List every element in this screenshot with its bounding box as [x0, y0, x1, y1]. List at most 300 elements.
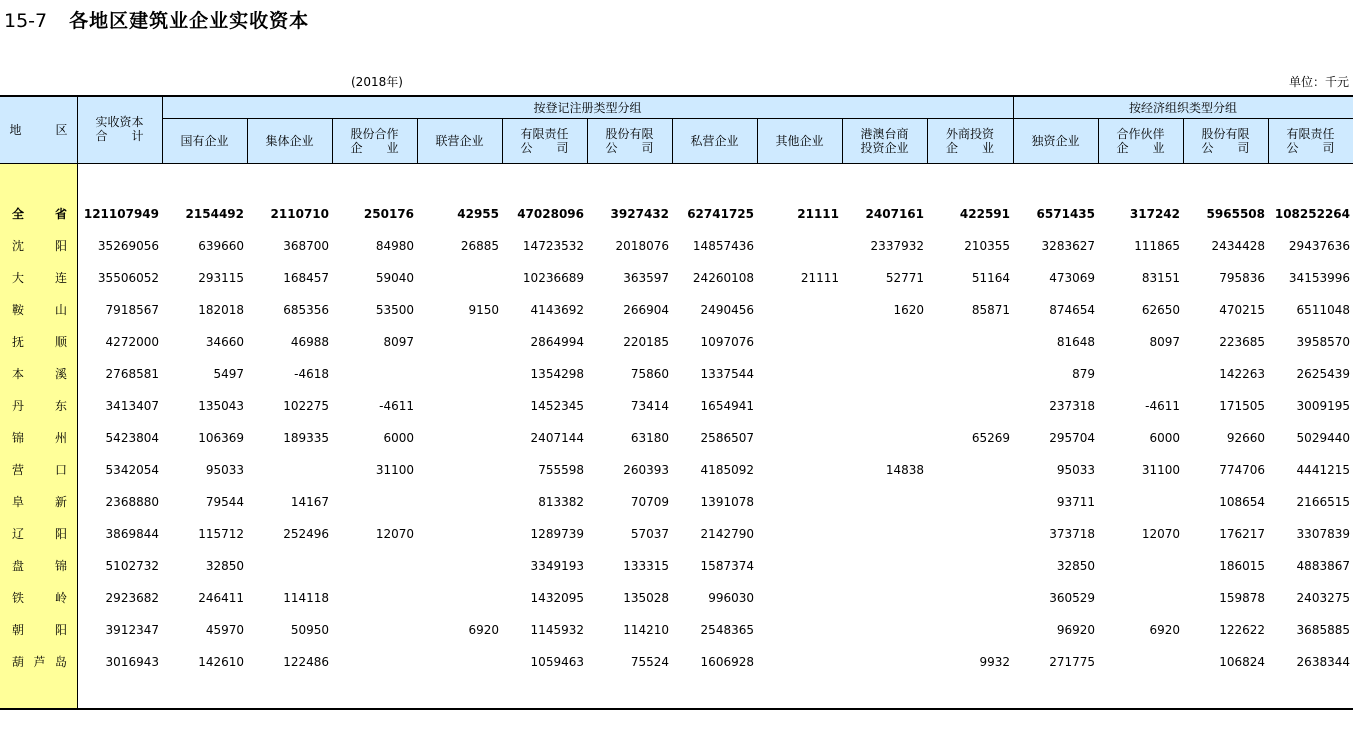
- table-cell: 2864994: [530, 335, 584, 349]
- table-cell: [332, 619, 414, 641]
- header-total: [77, 96, 162, 161]
- table-cell: [842, 331, 924, 353]
- table-cell: [842, 587, 924, 609]
- table-cell: 2110710: [270, 207, 329, 221]
- table-cell: [927, 555, 1010, 577]
- region-char: 朝: [12, 623, 25, 637]
- table-cell: 317242: [1129, 207, 1180, 221]
- header-column: [502, 119, 587, 163]
- table-cell: 9150: [468, 303, 499, 317]
- table-cell: 250176: [363, 207, 414, 221]
- header-column: [417, 119, 502, 163]
- table-cell: [757, 651, 839, 673]
- table-cell: 85871: [971, 303, 1010, 317]
- table-cell: 1337544: [700, 367, 754, 381]
- table-cell: 4883867: [1296, 559, 1350, 573]
- table-cell: 2434428: [1211, 239, 1265, 253]
- table-cell: 3927432: [610, 207, 669, 221]
- header-text: 地: [9, 122, 22, 137]
- table-cell: 3009195: [1296, 399, 1350, 413]
- region-name: [12, 331, 67, 353]
- table-cell: 363597: [623, 271, 669, 285]
- table-cell: 32850: [205, 559, 244, 573]
- header-text: 公 司: [1201, 141, 1250, 155]
- header-text: 其他企业: [775, 134, 824, 148]
- region-char: 省: [54, 207, 67, 221]
- header-text: 公 司: [605, 141, 654, 155]
- table-cell: [927, 395, 1010, 417]
- table-cell: 2407144: [530, 431, 584, 445]
- header-text: 有限责任: [520, 127, 569, 141]
- table-cell: 368700: [283, 239, 329, 253]
- region-char: 口: [54, 463, 67, 477]
- table-cell: [417, 555, 499, 577]
- table-cell: 2154492: [185, 207, 244, 221]
- table-cell: -4611: [1145, 399, 1180, 413]
- table-cell: 84980: [375, 239, 414, 253]
- table-cell: 47028096: [517, 207, 584, 221]
- table-cell: [927, 459, 1010, 481]
- table-cell: 5423804: [105, 431, 159, 445]
- table-cell: 106824: [1219, 655, 1265, 669]
- table-cell: 1097076: [700, 335, 754, 349]
- header-column: [927, 119, 1013, 163]
- region-name: [12, 203, 67, 225]
- table-cell: 31100: [375, 463, 414, 477]
- table-cell: 271775: [1049, 655, 1095, 669]
- table-row: [0, 299, 1353, 321]
- table-cell: 6511048: [1296, 303, 1350, 317]
- table-cell: [842, 491, 924, 513]
- table-row: [0, 651, 1353, 673]
- table-cell: 35269056: [97, 239, 159, 253]
- header-column: [672, 119, 757, 163]
- table-cell: 293115: [198, 271, 244, 285]
- table-cell: [417, 651, 499, 673]
- header-text: 企 业: [350, 141, 399, 155]
- table-cell: 10236689: [522, 271, 584, 285]
- region-char: 抚: [12, 335, 25, 349]
- table-cell: 32850: [1056, 559, 1095, 573]
- table-cell: 4143692: [530, 303, 584, 317]
- table-cell: 3685885: [1296, 623, 1350, 637]
- header-text: 实收资本: [95, 114, 144, 129]
- table-row: [0, 523, 1353, 545]
- table-row: [0, 587, 1353, 609]
- table-cell: [757, 235, 839, 257]
- table-cell: [842, 523, 924, 545]
- table-cell: 108654: [1219, 495, 1265, 509]
- region-name: [12, 491, 67, 513]
- table-cell: [1098, 651, 1180, 673]
- table-cell: 95033: [1056, 463, 1095, 477]
- table-cell: [417, 459, 499, 481]
- table-cell: 4185092: [700, 463, 754, 477]
- table-cell: 106369: [198, 431, 244, 445]
- table-cell: 4441215: [1296, 463, 1350, 477]
- table-cell: [757, 523, 839, 545]
- table-cell: 9932: [979, 655, 1010, 669]
- table-cell: 14167: [290, 495, 329, 509]
- region-name: [12, 267, 67, 289]
- table-cell: [757, 491, 839, 513]
- table-cell: 114118: [283, 591, 329, 605]
- table-cell: [757, 363, 839, 385]
- table-cell: 122622: [1219, 623, 1265, 637]
- region-char: 溪: [54, 367, 67, 381]
- table-cell: 189335: [283, 431, 329, 445]
- table-cell: [757, 395, 839, 417]
- region-char: 葫: [12, 655, 25, 669]
- table-row: [0, 555, 1353, 577]
- header-text: 集体企业: [265, 134, 314, 148]
- table-cell: 2142790: [700, 527, 754, 541]
- header-bottom-rule: [0, 163, 1353, 164]
- table-cell: 6920: [468, 623, 499, 637]
- header-text: 港澳台商: [860, 127, 909, 141]
- table-cell: 63180: [630, 431, 669, 445]
- region-char: 丹: [12, 399, 25, 413]
- table-cell: 237318: [1049, 399, 1095, 413]
- region-name: [12, 523, 67, 545]
- table-cell: 14857436: [692, 239, 754, 253]
- region-char: 沈: [12, 239, 25, 253]
- table-cell: 3349193: [530, 559, 584, 573]
- table-cell: 182018: [198, 303, 244, 317]
- table-cell: 73414: [630, 399, 669, 413]
- table-cell: [757, 331, 839, 353]
- region-name: [12, 395, 67, 417]
- table-cell: 75860: [630, 367, 669, 381]
- region-name: [12, 651, 67, 673]
- header-text: 独资企业: [1031, 134, 1080, 148]
- table-cell: 159878: [1219, 591, 1265, 605]
- region-name: [12, 555, 67, 577]
- table-cell: 51164: [971, 271, 1010, 285]
- header-column: [247, 119, 332, 163]
- table-cell: 2407161: [865, 207, 924, 221]
- table-cell: [332, 587, 414, 609]
- table-cell: 142263: [1219, 367, 1265, 381]
- table-cell: [757, 427, 839, 449]
- header-text: 私营企业: [690, 134, 739, 148]
- table-cell: 31100: [1141, 463, 1180, 477]
- table-cell: 5497: [213, 367, 244, 381]
- table-cell: 14723532: [522, 239, 584, 253]
- header-column: [1013, 119, 1098, 163]
- table-cell: 45970: [205, 623, 244, 637]
- table-cell: 83151: [1141, 271, 1180, 285]
- table-cell: 2548365: [700, 623, 754, 637]
- region-name: [12, 619, 67, 641]
- table-cell: 95033: [205, 463, 244, 477]
- region-char: 大: [12, 271, 25, 285]
- header-column: [162, 119, 247, 163]
- table-cell: [842, 651, 924, 673]
- table-cell: 996030: [708, 591, 754, 605]
- table-cell: [927, 491, 1010, 513]
- region-char: 阜: [12, 495, 25, 509]
- region-char: 铁: [12, 591, 25, 605]
- header-text: 合作伙伴: [1116, 127, 1165, 141]
- region-char: 连: [54, 271, 67, 285]
- table-cell: 3307839: [1296, 527, 1350, 541]
- table-row: [0, 427, 1353, 449]
- table-cell: [1098, 363, 1180, 385]
- region-char: 鞍: [12, 303, 25, 317]
- header-text: 外商投资: [945, 127, 994, 141]
- table-cell: 3413407: [105, 399, 159, 413]
- table-cell: 52771: [885, 271, 924, 285]
- table-cell: 29437636: [1288, 239, 1350, 253]
- region-char: 全: [12, 207, 25, 221]
- table-cell: [417, 523, 499, 545]
- table-cell: 1145932: [530, 623, 584, 637]
- table-cell: [842, 363, 924, 385]
- table-cell: [247, 459, 329, 481]
- region-char: 芦: [33, 655, 46, 669]
- table-cell: 1289739: [530, 527, 584, 541]
- table-cell: 639660: [198, 239, 244, 253]
- table-cell: 115712: [198, 527, 244, 541]
- table-cell: 774706: [1219, 463, 1265, 477]
- table-cell: 26885: [460, 239, 499, 253]
- table-cell: 62650: [1141, 303, 1180, 317]
- table-cell: 81648: [1056, 335, 1095, 349]
- table-cell: 685356: [283, 303, 329, 317]
- table-cell: 5102732: [105, 559, 159, 573]
- table-cell: 2490456: [700, 303, 754, 317]
- table-row: [0, 619, 1353, 641]
- region-char: 阳: [54, 239, 67, 253]
- table-cell: 133315: [623, 559, 669, 573]
- table-cell: 2923682: [105, 591, 159, 605]
- table-cell: [417, 267, 499, 289]
- table-cell: 24260108: [692, 271, 754, 285]
- table-cell: 108252264: [1274, 207, 1350, 221]
- table-row: [0, 363, 1353, 385]
- header-column: [757, 119, 842, 163]
- table-cell: 1620: [893, 303, 924, 317]
- table-cell: 813382: [538, 495, 584, 509]
- table-cell: -4611: [379, 399, 414, 413]
- region-char: 东: [54, 399, 67, 413]
- year-label: (2018年): [351, 75, 403, 89]
- table-cell: 57037: [630, 527, 669, 541]
- region-char: 岛: [54, 655, 67, 669]
- table-cell: 59040: [375, 271, 414, 285]
- table-cell: 135028: [623, 591, 669, 605]
- header-text: 股份有限: [1201, 127, 1250, 141]
- table-cell: 2368880: [105, 495, 159, 509]
- region-char: 本: [12, 367, 25, 381]
- table-row: [0, 459, 1353, 481]
- header-text: 投资企业: [860, 141, 909, 155]
- table-cell: 7918567: [105, 303, 159, 317]
- table-cell: [417, 395, 499, 417]
- table-cell: 8097: [1149, 335, 1180, 349]
- header-column: [1268, 119, 1353, 163]
- table-row: [0, 331, 1353, 353]
- header-text: 股份有限: [605, 127, 654, 141]
- header-text: 企 业: [945, 141, 994, 155]
- table-cell: 1587374: [700, 559, 754, 573]
- table-cell: [1098, 491, 1180, 513]
- table-cell: 2337932: [870, 239, 924, 253]
- header-column: [1183, 119, 1268, 163]
- region-char: 阳: [54, 623, 67, 637]
- region-name: [12, 427, 67, 449]
- table-cell: 6920: [1149, 623, 1180, 637]
- table-cell: 470215: [1219, 303, 1265, 317]
- table-cell: 4272000: [105, 335, 159, 349]
- table-cell: 75524: [630, 655, 669, 669]
- table-cell: 2403275: [1296, 591, 1350, 605]
- table-number: 15-7: [4, 10, 48, 32]
- header-column: [1098, 119, 1183, 163]
- table-cell: 1432095: [530, 591, 584, 605]
- region-char: 新: [54, 495, 67, 509]
- region-char: 锦: [12, 431, 25, 445]
- table-cell: 186015: [1219, 559, 1265, 573]
- table-cell: [417, 491, 499, 513]
- table-row: [0, 395, 1353, 417]
- table-cell: 260393: [623, 463, 669, 477]
- table-cell: 92660: [1226, 431, 1265, 445]
- table-cell: 220185: [623, 335, 669, 349]
- table-cell: 2625439: [1296, 367, 1350, 381]
- header-text: 区: [55, 122, 68, 137]
- table-cell: 21111: [797, 207, 839, 221]
- table-cell: 12070: [375, 527, 414, 541]
- header-text: 公 司: [520, 141, 569, 155]
- table-cell: [1098, 587, 1180, 609]
- table-cell: [927, 331, 1010, 353]
- table-cell: 266904: [623, 303, 669, 317]
- table-cell: [927, 363, 1010, 385]
- table-cell: 122486: [283, 655, 329, 669]
- table-row: [0, 491, 1353, 513]
- table-cell: 96920: [1056, 623, 1095, 637]
- table-cell: 35506052: [97, 271, 159, 285]
- table-cell: 3283627: [1041, 239, 1095, 253]
- table-cell: 1452345: [530, 399, 584, 413]
- table-title: [4, 6, 309, 33]
- table-cell: 6000: [383, 431, 414, 445]
- header-group-registration: 按登记注册类型分组: [533, 101, 642, 115]
- table-cell: 223685: [1219, 335, 1265, 349]
- table-cell: [757, 619, 839, 641]
- table-cell: 114210: [623, 623, 669, 637]
- table-cell: 373718: [1049, 527, 1095, 541]
- table-cell: [842, 427, 924, 449]
- header-text: 联营企业: [435, 134, 484, 148]
- table-cell: 252496: [283, 527, 329, 541]
- table-cell: 2768581: [105, 367, 159, 381]
- table-bottom-rule: [0, 708, 1353, 710]
- table-cell: 176217: [1219, 527, 1265, 541]
- table-cell: 8097: [383, 335, 414, 349]
- table-cell: 879: [1072, 367, 1095, 381]
- table-cell: 93711: [1056, 495, 1095, 509]
- table-cell: 12070: [1141, 527, 1180, 541]
- table-cell: 2018076: [615, 239, 669, 253]
- table-cell: [417, 363, 499, 385]
- table-cell: 360529: [1049, 591, 1095, 605]
- table-cell: 65269: [971, 431, 1010, 445]
- table-cell: 1354298: [530, 367, 584, 381]
- table-cell: 795836: [1219, 271, 1265, 285]
- table-cell: [842, 555, 924, 577]
- table-cell: 34153996: [1288, 271, 1350, 285]
- table-cell: [1098, 555, 1180, 577]
- table-cell: 3912347: [105, 623, 159, 637]
- region-char: 辽: [12, 527, 25, 541]
- region-char: 岭: [54, 591, 67, 605]
- table-cell: [842, 619, 924, 641]
- header-text: 国有企业: [180, 134, 229, 148]
- table-cell: 21111: [800, 271, 839, 285]
- table-cell: [332, 555, 414, 577]
- table-cell: 874654: [1049, 303, 1095, 317]
- table-cell: 46988: [290, 335, 329, 349]
- table-cell: 5965508: [1206, 207, 1265, 221]
- table-cell: 295704: [1049, 431, 1095, 445]
- table-cell: [757, 459, 839, 481]
- table-cell: 5029440: [1296, 431, 1350, 445]
- table-name: 各地区建筑业企业实收资本: [69, 10, 310, 32]
- region-char: 盘: [12, 559, 25, 573]
- region-char: 锦: [54, 559, 67, 573]
- table-cell: 53500: [375, 303, 414, 317]
- table-cell: 1059463: [530, 655, 584, 669]
- table-cell: 2638344: [1296, 655, 1350, 669]
- table-cell: 79544: [205, 495, 244, 509]
- table-cell: 70709: [630, 495, 669, 509]
- table-cell: 6571435: [1036, 207, 1095, 221]
- table-cell: 210355: [964, 239, 1010, 253]
- table-cell: 34660: [205, 335, 244, 349]
- table-row: [0, 267, 1353, 289]
- table-cell: 246411: [198, 591, 244, 605]
- region-name: [12, 299, 67, 321]
- table-cell: 171505: [1219, 399, 1265, 413]
- table-cell: 142610: [198, 655, 244, 669]
- table-cell: [332, 491, 414, 513]
- header-group-economic: 按经济组织类型分组: [1128, 101, 1237, 115]
- header-text: 有限责任: [1286, 127, 1335, 141]
- region-char: 顺: [54, 335, 67, 349]
- table-cell: [417, 331, 499, 353]
- region-char: 阳: [54, 527, 67, 541]
- table-cell: 121107949: [83, 207, 159, 221]
- region-char: 营: [12, 463, 25, 477]
- table-cell: 62741725: [687, 207, 754, 221]
- table-cell: [927, 523, 1010, 545]
- table-cell: 6000: [1149, 431, 1180, 445]
- table-cell: 135043: [198, 399, 244, 413]
- table-cell: -4618: [294, 367, 329, 381]
- table-cell: 755598: [538, 463, 584, 477]
- region-name: [12, 363, 67, 385]
- header-text: 股份合作: [350, 127, 399, 141]
- table-cell: [417, 587, 499, 609]
- region-name: [12, 235, 67, 257]
- header-region: [0, 96, 77, 163]
- table-cell: [417, 427, 499, 449]
- region-name: [12, 459, 67, 481]
- header-column: [842, 119, 927, 163]
